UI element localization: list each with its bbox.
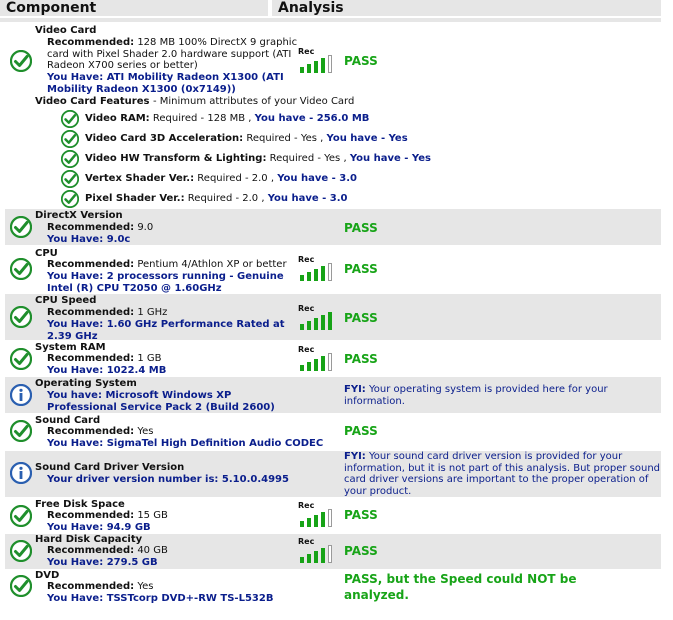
check-icon [61, 110, 79, 128]
check-icon [10, 306, 32, 328]
rec-meter-bar [300, 275, 304, 281]
cpu-speed-have: You Have: 1.60 GHz Performance Rated at 2.39 GHz [47, 319, 285, 342]
rec-meter: Rec [296, 503, 336, 527]
video-card-recommended: Recommended: 128 MB 100% DirectX 9 graphic card with Pixel Shader 2.0 hardware support (ATI Radeon X700 series or better) [47, 37, 298, 71]
rec-meter: Rec [296, 306, 336, 330]
disk-title: Free Disk Space [35, 499, 125, 510]
rec-meter: Rec [296, 539, 336, 563]
rec-meter-bar [321, 548, 325, 563]
check-icon [61, 130, 79, 148]
hdd-row [5, 534, 661, 569]
check-icon [10, 420, 32, 442]
info-icon [10, 384, 32, 406]
rec-meter-bar [307, 554, 311, 563]
cpu-row [5, 247, 661, 292]
feature-item: Video HW Transform & Lighting: Required - Yes , You have - Yes [85, 153, 431, 164]
video-card-result: PASS [344, 54, 378, 68]
rec-meter-bar [328, 55, 332, 73]
os-fyi: FYI: Your operating system is provided here for your information. [344, 384, 608, 407]
rec-meter-bar [300, 324, 304, 330]
hdd-title: Hard Disk Capacity [35, 534, 143, 545]
rec-meter-bar [321, 58, 325, 73]
os-row [5, 377, 661, 413]
rec-meter-bar [314, 269, 318, 281]
rec-meter-bar [300, 557, 304, 563]
feature-item: Pixel Shader Ver.: Required - 2.0 , You have - 3.0 [85, 193, 348, 204]
rec-meter-bar [307, 64, 311, 73]
features-list [5, 110, 661, 206]
dvd-result: PASS, but the Speed could NOT be analyzed. [344, 572, 577, 602]
rec-meter-bar [328, 353, 332, 371]
rec-meter-bar [300, 521, 304, 527]
info-icon [10, 462, 32, 484]
ram-result: PASS [344, 352, 378, 366]
cpu-result: PASS [344, 262, 378, 276]
hdd-recommended: Recommended: 40 GB [47, 545, 168, 556]
video-card-title: Video Card [35, 25, 97, 36]
check-icon [10, 348, 32, 370]
sound-recommended: Recommended: Yes [47, 426, 154, 437]
check-icon [61, 190, 79, 208]
cpu-recommended: Recommended: Pentium 4/Athlon XP or better [47, 259, 287, 270]
rec-meter-bar [321, 315, 325, 330]
sound-title: Sound Card [35, 415, 101, 426]
ram-row [5, 342, 661, 376]
rec-meter-bar [307, 321, 311, 330]
disk-result: PASS [344, 508, 378, 522]
dvd-have: You Have: TSSTcorp DVD+-RW TS-L532B [47, 593, 274, 604]
rec-meter-bar [328, 545, 332, 563]
check-icon [10, 505, 32, 527]
disk-have: You Have: 94.9 GB [47, 522, 151, 533]
rec-meter-bar [307, 362, 311, 371]
directx-have: You Have: 9.0c [47, 234, 131, 245]
check-icon [10, 258, 32, 280]
rec-meter-bar [321, 512, 325, 527]
rec-meter-bar [321, 266, 325, 281]
disk-row [5, 499, 661, 533]
dvd-recommended: Recommended: Yes [47, 581, 154, 592]
rec-meter: Rec [296, 49, 336, 73]
right-gutter [662, 0, 673, 620]
cpu-title: CPU [35, 248, 58, 259]
ram-title: System RAM [35, 342, 106, 353]
rec-meter: Rec [296, 347, 336, 371]
ram-recommended: Recommended: 1 GB [47, 353, 162, 364]
rec-meter-bar [314, 61, 318, 73]
rec-meter-bar [314, 551, 318, 563]
sound-have: You Have: SigmaTel High Definition Audio CODEC [47, 438, 324, 449]
hdd-result: PASS [344, 544, 378, 558]
hdd-have: You Have: 279.5 GB [47, 557, 158, 568]
cpu-speed-result: PASS [344, 311, 378, 325]
rec-meter-bar [307, 518, 311, 527]
header-divider [0, 18, 661, 22]
check-icon [10, 575, 32, 597]
feature-item: Video RAM: Required - 128 MB , You have - 256.0 MB [85, 113, 370, 124]
disk-recommended: Recommended: 15 GB [47, 510, 168, 521]
component-header: Component [0, 0, 268, 16]
directx-recommended: Recommended: 9.0 [47, 222, 154, 233]
check-icon [10, 216, 32, 238]
rec-meter-bar [328, 263, 332, 281]
sound-driver-have: Your driver version number is: 5.10.0.4995 [47, 474, 289, 485]
check-icon [10, 50, 32, 72]
directx-row [5, 209, 661, 245]
ram-have: You Have: 1022.4 MB [47, 365, 167, 376]
analysis-header: Analysis [272, 0, 661, 16]
rec-meter-bar [300, 67, 304, 73]
rec-meter-bar [321, 356, 325, 371]
directx-result: PASS [344, 221, 378, 235]
check-icon [61, 150, 79, 168]
os-have: You have: Microsoft Windows XP Professional Service Pack 2 (Build 2600) [47, 390, 275, 413]
video-card-have: You Have: ATI Mobility Radeon X1300 (ATI Mobility Radeon X1300 (0x7149)) [47, 72, 284, 95]
dvd-title: DVD [35, 570, 60, 581]
sound-driver-fyi: FYI: Your sound card driver version is provided for your information, but it is not part of this analysis. But proper sound card driver versions are important to the proper operation of your product. [344, 451, 661, 497]
dvd-row [5, 570, 661, 610]
check-icon [61, 170, 79, 188]
rec-meter-bar [314, 318, 318, 330]
rec-meter-bar [314, 359, 318, 371]
rec-meter-bar [307, 272, 311, 281]
features-title: Video Card Features - Minimum attributes of your Video Card [35, 96, 355, 107]
cpu-speed-row [5, 294, 661, 340]
rec-meter: Rec [296, 257, 336, 281]
check-icon [10, 540, 32, 562]
rec-meter-bar [328, 312, 332, 330]
os-title: Operating System [35, 378, 137, 389]
rec-meter-bar [300, 365, 304, 371]
sound-result: PASS [344, 424, 378, 438]
rec-meter-bar [314, 515, 318, 527]
sound-driver-title: Sound Card Driver Version [35, 462, 185, 473]
sound-driver-row [5, 451, 661, 497]
sound-row [5, 415, 661, 451]
feature-item: Video Card 3D Acceleration: Required - Yes , You have - Yes [85, 133, 408, 144]
directx-title: DirectX Version [35, 210, 123, 221]
cpu-have: You Have: 2 processors running - Genuine Intel (R) CPU T2050 @ 1.60GHz [47, 271, 284, 294]
cpu-speed-title: CPU Speed [35, 295, 97, 306]
feature-item: Vertex Shader Ver.: Required - 2.0 , You have - 3.0 [85, 173, 358, 184]
rec-meter-bar [328, 509, 332, 527]
cpu-speed-recommended: Recommended: 1 GHz [47, 307, 168, 318]
